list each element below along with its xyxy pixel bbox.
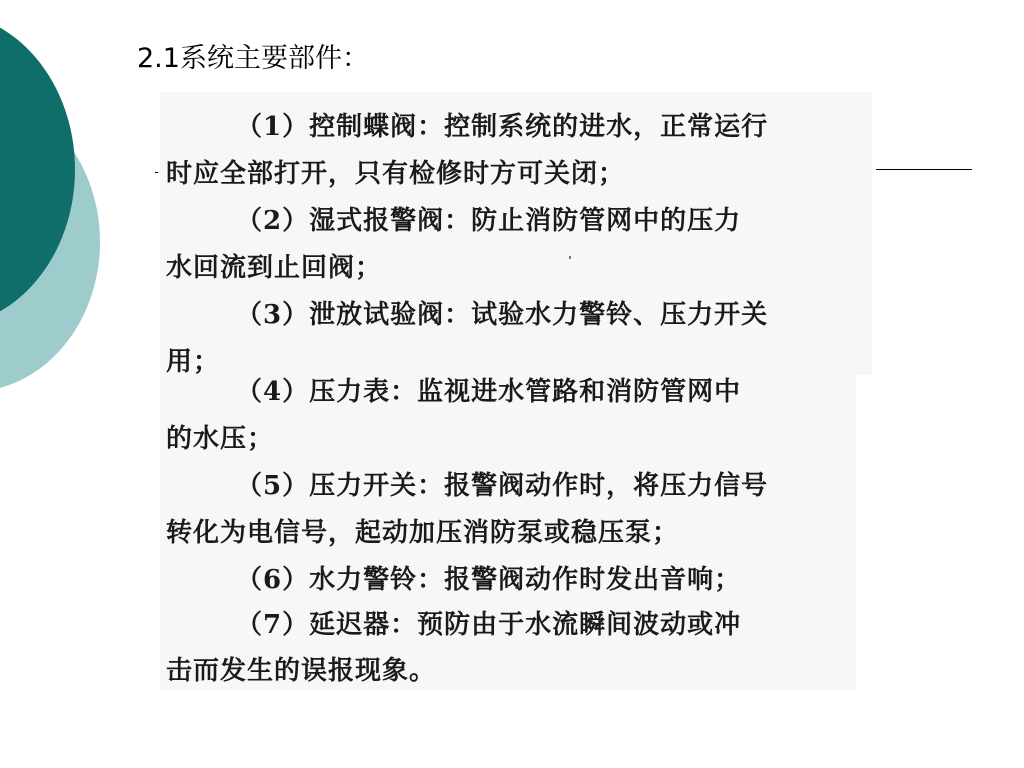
text-line-2: 时应全部打开，只有检修时方可关闭； xyxy=(166,159,626,189)
text-line-12: （7）延迟器：预防由于水流瞬间波动或冲 xyxy=(236,610,742,640)
text-line-8: 的水压； xyxy=(166,424,275,454)
text-line-3: （2）湿式报警阀：防止消防管网中的压力 xyxy=(236,206,742,236)
text-line-13: 击而发生的误报现象。 xyxy=(166,656,437,686)
slide-title: 2.1系统主要部件： xyxy=(137,43,369,74)
text-line-10: 转化为电信号，起动加压消防泵或稳压泵； xyxy=(166,518,680,548)
text-line-5: （3）泄放试验阀：试验水力警铃、压力开关 xyxy=(236,300,769,330)
text-line-6: 用； xyxy=(166,347,221,377)
text-line-1: （1）控制蝶阀：控制系统的进水，正常运行 xyxy=(236,112,769,142)
text-line-7: （4）压力表：监视进水管路和消防管网中 xyxy=(236,377,742,407)
scan-speck xyxy=(569,256,571,259)
rule-fragment xyxy=(155,172,158,173)
horizontal-rule xyxy=(876,169,972,170)
text-line-4: 水回流到止回阀； xyxy=(166,253,383,283)
text-line-9: （5）压力开关：报警阀动作时，将压力信号 xyxy=(236,471,769,501)
text-line-11: （6）水力警铃：报警阀动作时发出音响； xyxy=(236,565,742,595)
scan-edge-gap xyxy=(856,375,872,690)
